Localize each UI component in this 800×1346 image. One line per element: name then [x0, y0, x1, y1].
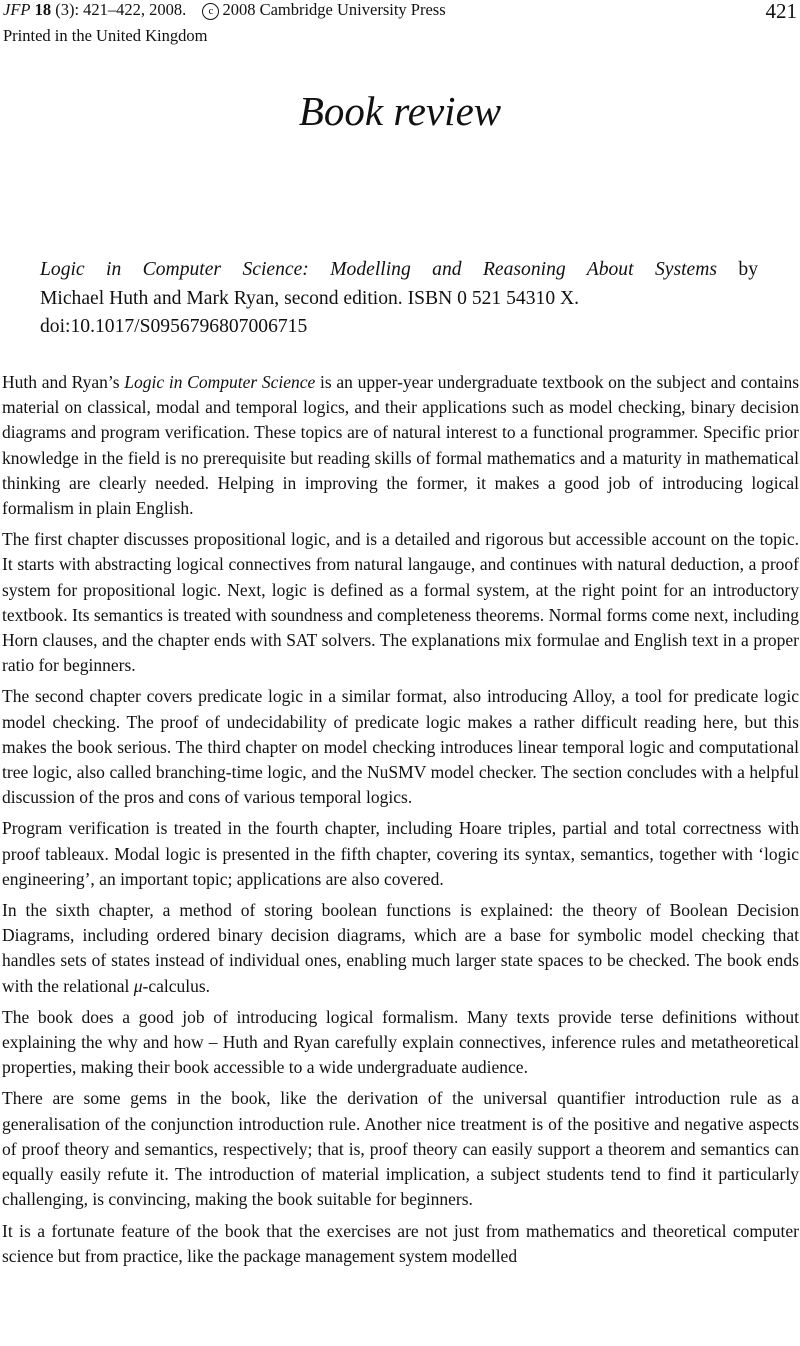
book-title: Logic in Computer Science: Modelling and Reasoning About Systems: [40, 259, 717, 280]
paragraph-text: In the sixth chapter, a method of storing boolean functions is explained: the theory of Boolean Decision Diagrams, including ordered binary decision diagrams, which are a base for symbolic model checking that handles sets of states instead of individual ones, enabling much larger state spaces to be checked. The book ends with the relational: [2, 900, 799, 996]
citation-authors: Michael Huth and Mark Ryan, second edition. ISBN 0 521 54310 X.: [40, 287, 580, 309]
citation-doi: doi:10.1017/S0956796807006715: [40, 316, 308, 337]
mu-symbol: μ: [133, 975, 143, 996]
paragraph-6: The book does a good job of introducing logical formalism. Many texts provide terse definitions without explaining the why and how – Huth and Ryan carefully explain connectives, inference rules and metatheoretical properties, making their book accessible to a wide undergraduate audience.: [2, 1006, 799, 1078]
paragraph-8: It is a fortunate feature of the book that the exercises are not just from mathematics and theoretical computer science but from practice, like the package management system modelled: [2, 1220, 799, 1266]
paragraph-lead: Huth and Ryan’s: [2, 372, 125, 392]
paragraph-5: [2, 898, 799, 999]
citation-line-1: [40, 256, 758, 285]
issue-pages-year: (3): 421–422, 2008.: [51, 0, 187, 19]
paragraph-4: Program verification is treated in the fourth chapter, including Hoare triples, partial and total correctness with proof tableaux. Modal logic is presented in the fifth chapter, covering its syntax, semantics, together with ‘logic engineering’, an important topic; applications are also covered.: [2, 818, 799, 889]
citation-by: by: [738, 259, 758, 280]
paragraph-text: is an upper-year undergraduate textbook on the subject and contains material on classical, modal and temporal logics, and their applications such as model checking, binary decision diagrams and program verification. These topics are of natural interest to a functional programmer. Specific prior knowledge in the field is no prerequisite but reading skills of formal mathematics and a maturity in mathematical thinking are clearly needed. Helping in improving the former, it makes a good job of introducing logical formalism in plain English.: [2, 372, 800, 519]
paragraph-3: The second chapter covers predicate logic in a similar format, also introducing Alloy, a tool for predicate logic model checking. The proof of undecidability of predicate logic makes a rather difficult reading here, but this makes the book serious. The third chapter on model checking introduces linear temporal logic and computational tree logic, also called branching-time logic, and the NuSMV model checker. The section concludes with a helpful discussion of the pros and cons of various temporal logics.: [2, 686, 799, 808]
paragraph-tail: -calculus.: [142, 975, 211, 996]
paragraph-7: There are some gems in the book, like the derivation of the universal quantifier introduction rule as a generalisation of the conjunction introduction rule. Another nice treatment is of the positive and negative aspects of proof theory and semantics, respectively; that is, proof theory can easily support a theorem and semantics can equally easily refute it. The introduction of material implication, a subject students tend to find it particularly challenging, is convincing, making the book suitable for beginners.: [2, 1088, 799, 1210]
running-header: [3, 0, 446, 45]
review-body: [2, 370, 799, 1275]
page-number: 421: [765, 0, 797, 23]
paragraph-1: [2, 370, 799, 521]
paragraph-2: The first chapter discusses propositional logic, and is a detailed and rigorous but accessible account on the topic. It starts with abstracting logical connectives from natural langauge, and continues with natural deduction, a proof system for propositional logic. Next, logic is defined as a formal system, at the right point for an introductory textbook. Its semantics is treated with soundness and completeness theorems. Normal forms come next, including Horn clauses, and the chapter ends with SAT solvers. The explanations mix formulae and English text in a proper ratio for beginners.: [2, 529, 799, 676]
page-title: Book review: [298, 88, 502, 134]
book-citation: [40, 256, 758, 342]
copyright-text: 2008 Cambridge University Press: [222, 0, 446, 19]
copyright-icon: c: [202, 3, 219, 20]
book-title-inline: Logic in Computer Science: [124, 372, 316, 392]
printed-note: Printed in the United Kingdom: [3, 26, 208, 45]
journal-volume: 18: [34, 0, 52, 19]
journal-abbrev: JFP: [3, 0, 31, 19]
